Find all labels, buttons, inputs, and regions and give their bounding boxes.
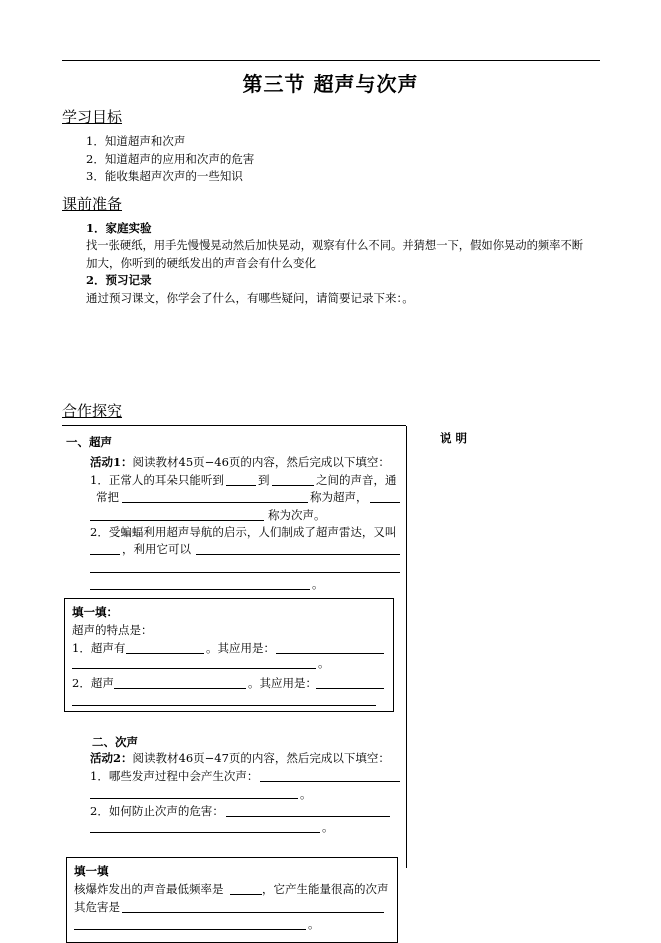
q3-text: 1．哪些发声过程中会产生次声： [90,769,259,783]
q1-part-b: 到 [258,473,270,487]
q4-end: 。 [322,820,334,834]
fill1-blank-6[interactable] [72,705,376,706]
activity1-label: 活动1： [90,455,133,469]
q1-part-f: 称为次声。 [268,508,326,522]
fill2-line1-b: ，它产生能量很高的次声 [262,882,389,896]
q2-end: 。 [312,577,324,591]
goals-heading: 学习目标 [62,108,123,126]
prep-heading: 课前准备 [62,195,123,213]
fill1-line1: 超声的特点是： [72,623,153,637]
q1-blank-2[interactable] [272,485,314,486]
q1-blank-3[interactable] [122,502,308,503]
goal-item: 1．知道超声和次声 [86,134,186,148]
fill2-blank-2[interactable] [122,912,384,913]
prep-item1-title: 1．家庭实验 [86,221,152,235]
q4-blank-1[interactable] [226,816,390,817]
q2-blank-3[interactable] [90,572,400,573]
goal-item: 3．能收集超声次声的一些知识 [86,169,243,183]
top-rule [62,60,600,61]
q1-part-a: 1．正常人的耳朵只能听到 [90,473,224,487]
activity1 [90,454,390,470]
q2-part-b: ，利用它可以 [122,542,191,556]
q2-blank-2[interactable] [196,554,400,555]
fill2-blank-3[interactable] [74,929,306,930]
q2-part-a: 2．受蝙蝠利用超声导航的启示，人们制成了超声雷达，又叫 [90,525,397,539]
q1-part-d: 常把 [96,490,119,504]
explore-heading: 合作探究 [62,402,123,420]
prep-item1-text: 加大，你听到的硬纸发出的声音会有什么变化 [86,256,316,270]
q1-part-c: 之间的声音，通 [316,473,397,487]
q4-blank-2[interactable] [90,832,320,833]
fill1-a-end: 。 [318,656,330,670]
fill1-a2: 。其应用是： [206,641,275,655]
q1-part-e: 称为超声， [310,490,368,504]
column-divider [406,426,407,868]
fill1-blank-5[interactable] [316,688,384,689]
activity2 [90,750,390,766]
fill1-blank-1[interactable] [126,653,204,654]
section2-title: 二、次声 [92,735,138,749]
fill1-blank-2[interactable] [276,653,384,654]
fill1-blank-3[interactable] [72,668,316,669]
q1-blank-1[interactable] [226,485,256,486]
q2-blank-4[interactable] [90,589,310,590]
prep-item2-title: 2．预习记录 [86,273,152,287]
section1-title: 一、超声 [66,435,112,449]
prep-item1-text: 找一张硬纸，用手先慢慢晃动然后加快晃动，观察有什么不同。并猜想一下，假如你晃动的频率不断 [86,239,584,252]
fill2-line1-a: 核爆炸发出的声音最低频率是 [74,882,224,896]
fill2-end: 。 [308,917,320,931]
q4-text: 2．如何防止次声的危害： [90,804,224,818]
page-title: 第三节 超声与次声 [242,72,419,96]
activity2-text: 阅读教材46页−47页的内容，然后完成以下填空： [132,751,390,765]
fill1-b2: 。其应用是： [248,676,317,690]
q1-blank-4[interactable] [370,502,400,503]
fill1-blank-4[interactable] [114,688,246,689]
fill1-b1: 2．超声 [72,676,114,690]
fill2-line2: 其危害是 [74,900,120,914]
q1-blank-5[interactable] [90,520,264,521]
fill1-a1: 1．超声有 [72,641,126,655]
activity2-label: 活动2： [90,751,133,765]
q2-blank-1[interactable] [90,554,120,555]
goal-item: 2．知道超声的应用和次声的危害 [86,152,255,166]
q3-blank-2[interactable] [90,798,298,799]
q3-blank-1[interactable] [260,781,400,782]
prep-item2-text: 通过预习课文，你学会了什么，有哪些疑问，请简要记录下来：。 [86,291,414,305]
fill2-blank-1[interactable] [230,894,262,895]
explore-rule [62,425,406,426]
activity1-text: 阅读教材45页−46页的内容，然后完成以下填空： [132,455,390,469]
note-label: 说 明 [440,431,468,445]
q3-end: 。 [300,787,312,801]
fill1-title: 填一填： [72,605,118,619]
fill2-title: 填一填 [74,864,109,878]
